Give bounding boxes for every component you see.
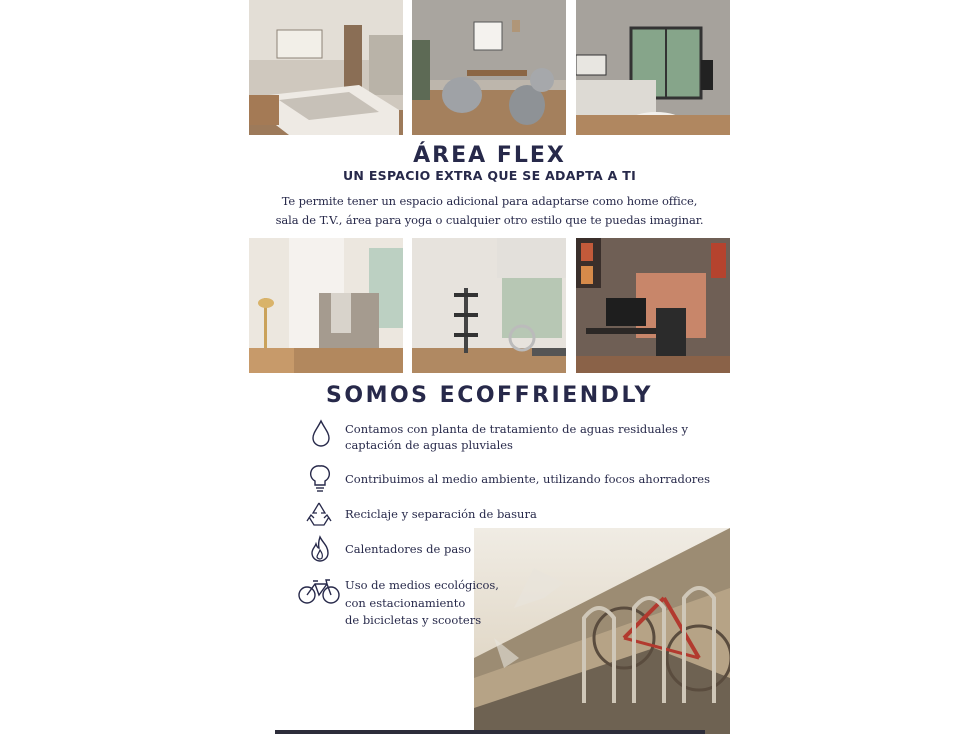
feature-text-bicycle: Uso de medios ecológicos, con estacionamiento de bicicletas y scooters [345,578,499,627]
flex-description-line1: Te permite tener un espacio adicional para adaptarse como home office, [281,194,698,208]
eco-title: SOMOS ECOFFRIENDLY [326,383,653,408]
feature-text-bulb: Contribuimos al medio ambiente, utilizando focos ahorradores [345,472,710,486]
photo-bedroom [249,0,403,135]
photo-gaming [576,238,730,373]
photo-bike-parking [474,528,730,734]
photo-nursery [249,238,403,373]
flex-title: ÁREA FLEX [413,143,566,168]
brochure-page [249,0,730,734]
bicycle-icon [297,575,341,607]
photo-gym [412,238,566,373]
feature-text-water: Contamos con planta de tratamiento de aguas residuales y captación de aguas pluviales [345,422,689,452]
feature-text-recycle: Reciclaje y separación de basura [345,507,537,521]
recycle-icon [304,499,334,529]
bottom-divider [275,730,705,734]
photo-dining [412,0,566,135]
light-bulb-icon [305,463,335,493]
photo-living [576,0,730,135]
flex-description-line2: sala de T.V., área para yoga o cualquier otro estilo que te puedas imaginar. [275,213,704,227]
flex-subtitle: UN ESPACIO EXTRA QUE SE ADAPTA A TI [342,168,637,183]
water-drop-icon [306,418,336,448]
flame-icon [305,534,335,564]
feature-text-heater: Calentadores de paso [345,542,472,556]
